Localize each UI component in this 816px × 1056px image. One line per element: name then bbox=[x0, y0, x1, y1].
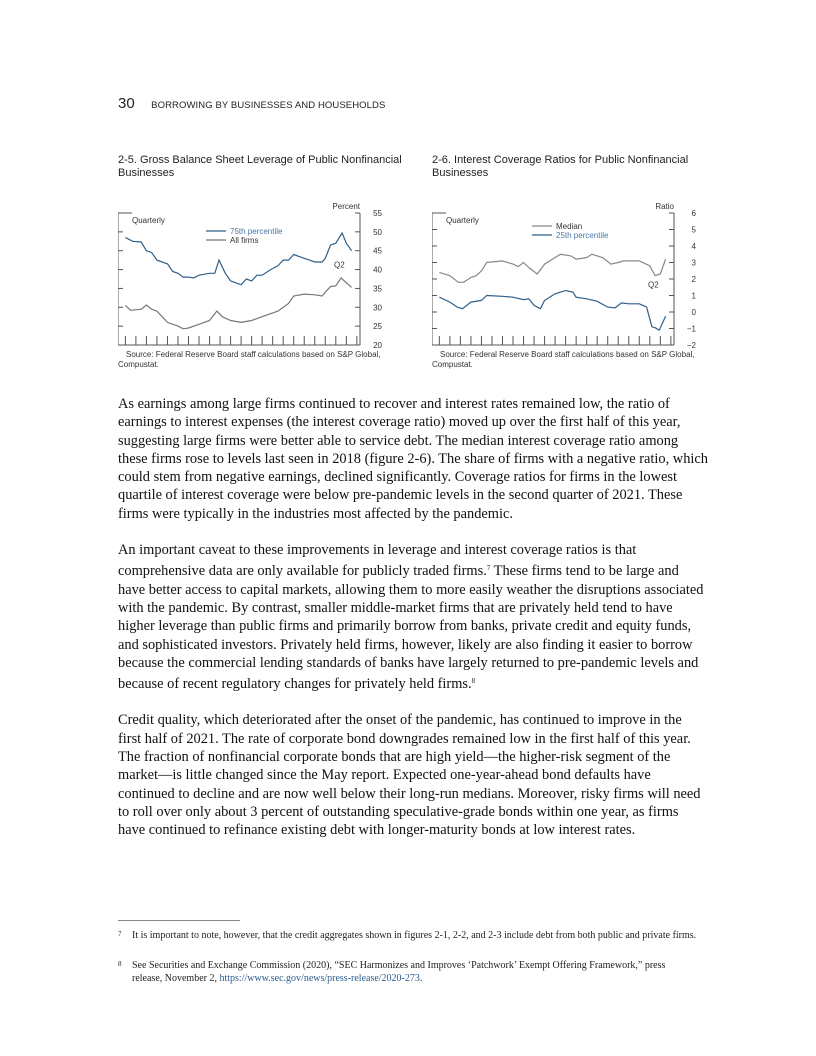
paragraph-text: An important caveat to these improvements in leverage and interest coverage ratios is that comprehensive data are only available for publicly traded firms. bbox=[118, 542, 637, 580]
unit-label: Ratio bbox=[655, 202, 674, 211]
footnote-mark: 8 bbox=[118, 960, 122, 968]
y-tick-label: 20 bbox=[373, 341, 382, 349]
section-title: BORROWING BY BUSINESSES AND HOUSEHOLDS bbox=[151, 100, 386, 111]
legend-label: 25th percentile bbox=[556, 231, 609, 240]
footnote bbox=[118, 930, 698, 943]
page-number: 30 bbox=[118, 95, 135, 112]
y-tick-label: 55 bbox=[373, 209, 382, 218]
footnote-ref[interactable]: 7 bbox=[486, 564, 491, 573]
interest-coverage-chart bbox=[432, 181, 722, 349]
figure-title: 2-6. Interest Coverage Ratios for Public Nonfinancial Businesses bbox=[432, 154, 689, 179]
body-text bbox=[118, 395, 708, 858]
y-tick-label: 30 bbox=[373, 303, 382, 313]
leverage-chart bbox=[118, 181, 408, 349]
figure-title: 2-5. Gross Balance Sheet Leverage of Public Nonfinancial Businesses bbox=[118, 154, 402, 179]
y-tick-label: 4 bbox=[691, 242, 696, 251]
footnote-divider bbox=[118, 920, 240, 921]
y-tick-label: 0 bbox=[691, 308, 696, 317]
y-tick-label: 25 bbox=[373, 322, 382, 332]
y-tick-label: 3 bbox=[691, 258, 696, 268]
y-tick-label: −2 bbox=[686, 341, 696, 349]
y-tick-label: 6 bbox=[691, 209, 696, 218]
footnote-ref[interactable]: 8 bbox=[471, 677, 476, 686]
legend-label: Median bbox=[556, 222, 583, 231]
frequency-label: Quarterly bbox=[446, 216, 479, 225]
paragraph: As earnings among large firms continued to recover and interest rates remained low, the ratio of earnings to interest expenses (the interest coverage ratio) moved up over the first half of this year, suggesting large firms were better able to service debt. The median interest coverage ratio among these firms rose to levels last seen in 2018 (figure 2-6). The share of firms with a negative ratio, which could stem from negative earnings, declined significantly. Coverage ratios for firms in the lowest quartile of interest coverage were below pre-pandemic levels in the second quarter of 2021. These firms were typically in the industries most affected by the pandemic. bbox=[118, 396, 708, 522]
footnote-mark: 7 bbox=[118, 930, 122, 938]
series-line-median bbox=[439, 254, 665, 282]
y-tick-label: 1 bbox=[691, 291, 696, 301]
y-tick-label: 5 bbox=[691, 225, 696, 235]
unit-label: Percent bbox=[332, 202, 360, 211]
y-tick-label: 50 bbox=[373, 227, 382, 237]
figure-2-6 bbox=[432, 154, 722, 370]
paragraph: Credit quality, which deteriorated after the onset of the pandemic, has continued to improve in the first half of 2021. The rate of corporate bond downgrades remained low in the first half of this year. The fraction of nonfinancial corporate bonds that are high yield—the higher-risk segment of the market—is little changed since the May report. Expected one-year-ahead bond defaults have continued to decline and are now well below their long-run medians. Moreover, risky firms will need to roll over only about 3 percent of outstanding speculative-grade bonds within one year, as firms have continued to refinance existing debt with longer-maturity bonds at low interest rates. bbox=[118, 712, 701, 839]
sec-press-release-link[interactable]: https://www.sec.gov/news/press-release/2020-273 bbox=[219, 972, 420, 984]
y-tick-label: −1 bbox=[686, 324, 696, 334]
end-label: Q2 bbox=[334, 260, 345, 270]
frequency-label: Quarterly bbox=[132, 216, 165, 225]
y-tick-label: 45 bbox=[373, 246, 382, 256]
figure-source: Source: Federal Reserve Board staff calculations based on S&P Global, Compustat. bbox=[432, 350, 695, 369]
footnote bbox=[118, 960, 698, 985]
paragraph bbox=[118, 541, 708, 693]
footnote-text: It is important to note, however, that the credit aggregates shown in figures 2-1, 2-2, and 2-3 include debt from both public and private firms. bbox=[132, 930, 697, 941]
running-header bbox=[118, 95, 385, 113]
legend-label: All firms bbox=[230, 236, 259, 245]
figure-source: Source: Federal Reserve Board staff calculations based on S&P Global, Compustat. bbox=[118, 350, 381, 369]
footnote-text: See Securities and Exchange Commission (2020), “SEC Harmonizes and Improves ‘Patchwork’ Exempt Offering Framework,” press release, November 2, bbox=[132, 960, 666, 984]
paragraph-text: These firms tend to be large and have better access to capital markets, allowing them to more easily weather the disruptions associated with the pandemic. By contrast, smaller middle-market firms that are privately held tend to have higher leverage than public firms and primarily borrow from banks, private credit and equity funds, and sophisticated investors. Privately held firms, however, likely are also finding it easier to borrow because the commercial lending standards of banks have largely returned to pre-pandemic levels and because of recent regulatory changes for privately held firms. bbox=[118, 563, 704, 693]
series-line-25th-percentile bbox=[439, 291, 665, 331]
end-label: Q2 bbox=[648, 280, 659, 290]
y-tick-label: 2 bbox=[691, 275, 696, 284]
footnote-text: . bbox=[419, 972, 423, 984]
y-tick-label: 35 bbox=[373, 284, 382, 294]
series-line-all-firms bbox=[125, 278, 351, 329]
y-tick-label: 40 bbox=[373, 265, 382, 275]
figure-2-5 bbox=[118, 154, 408, 370]
legend-label: 75th percentile bbox=[230, 227, 283, 236]
